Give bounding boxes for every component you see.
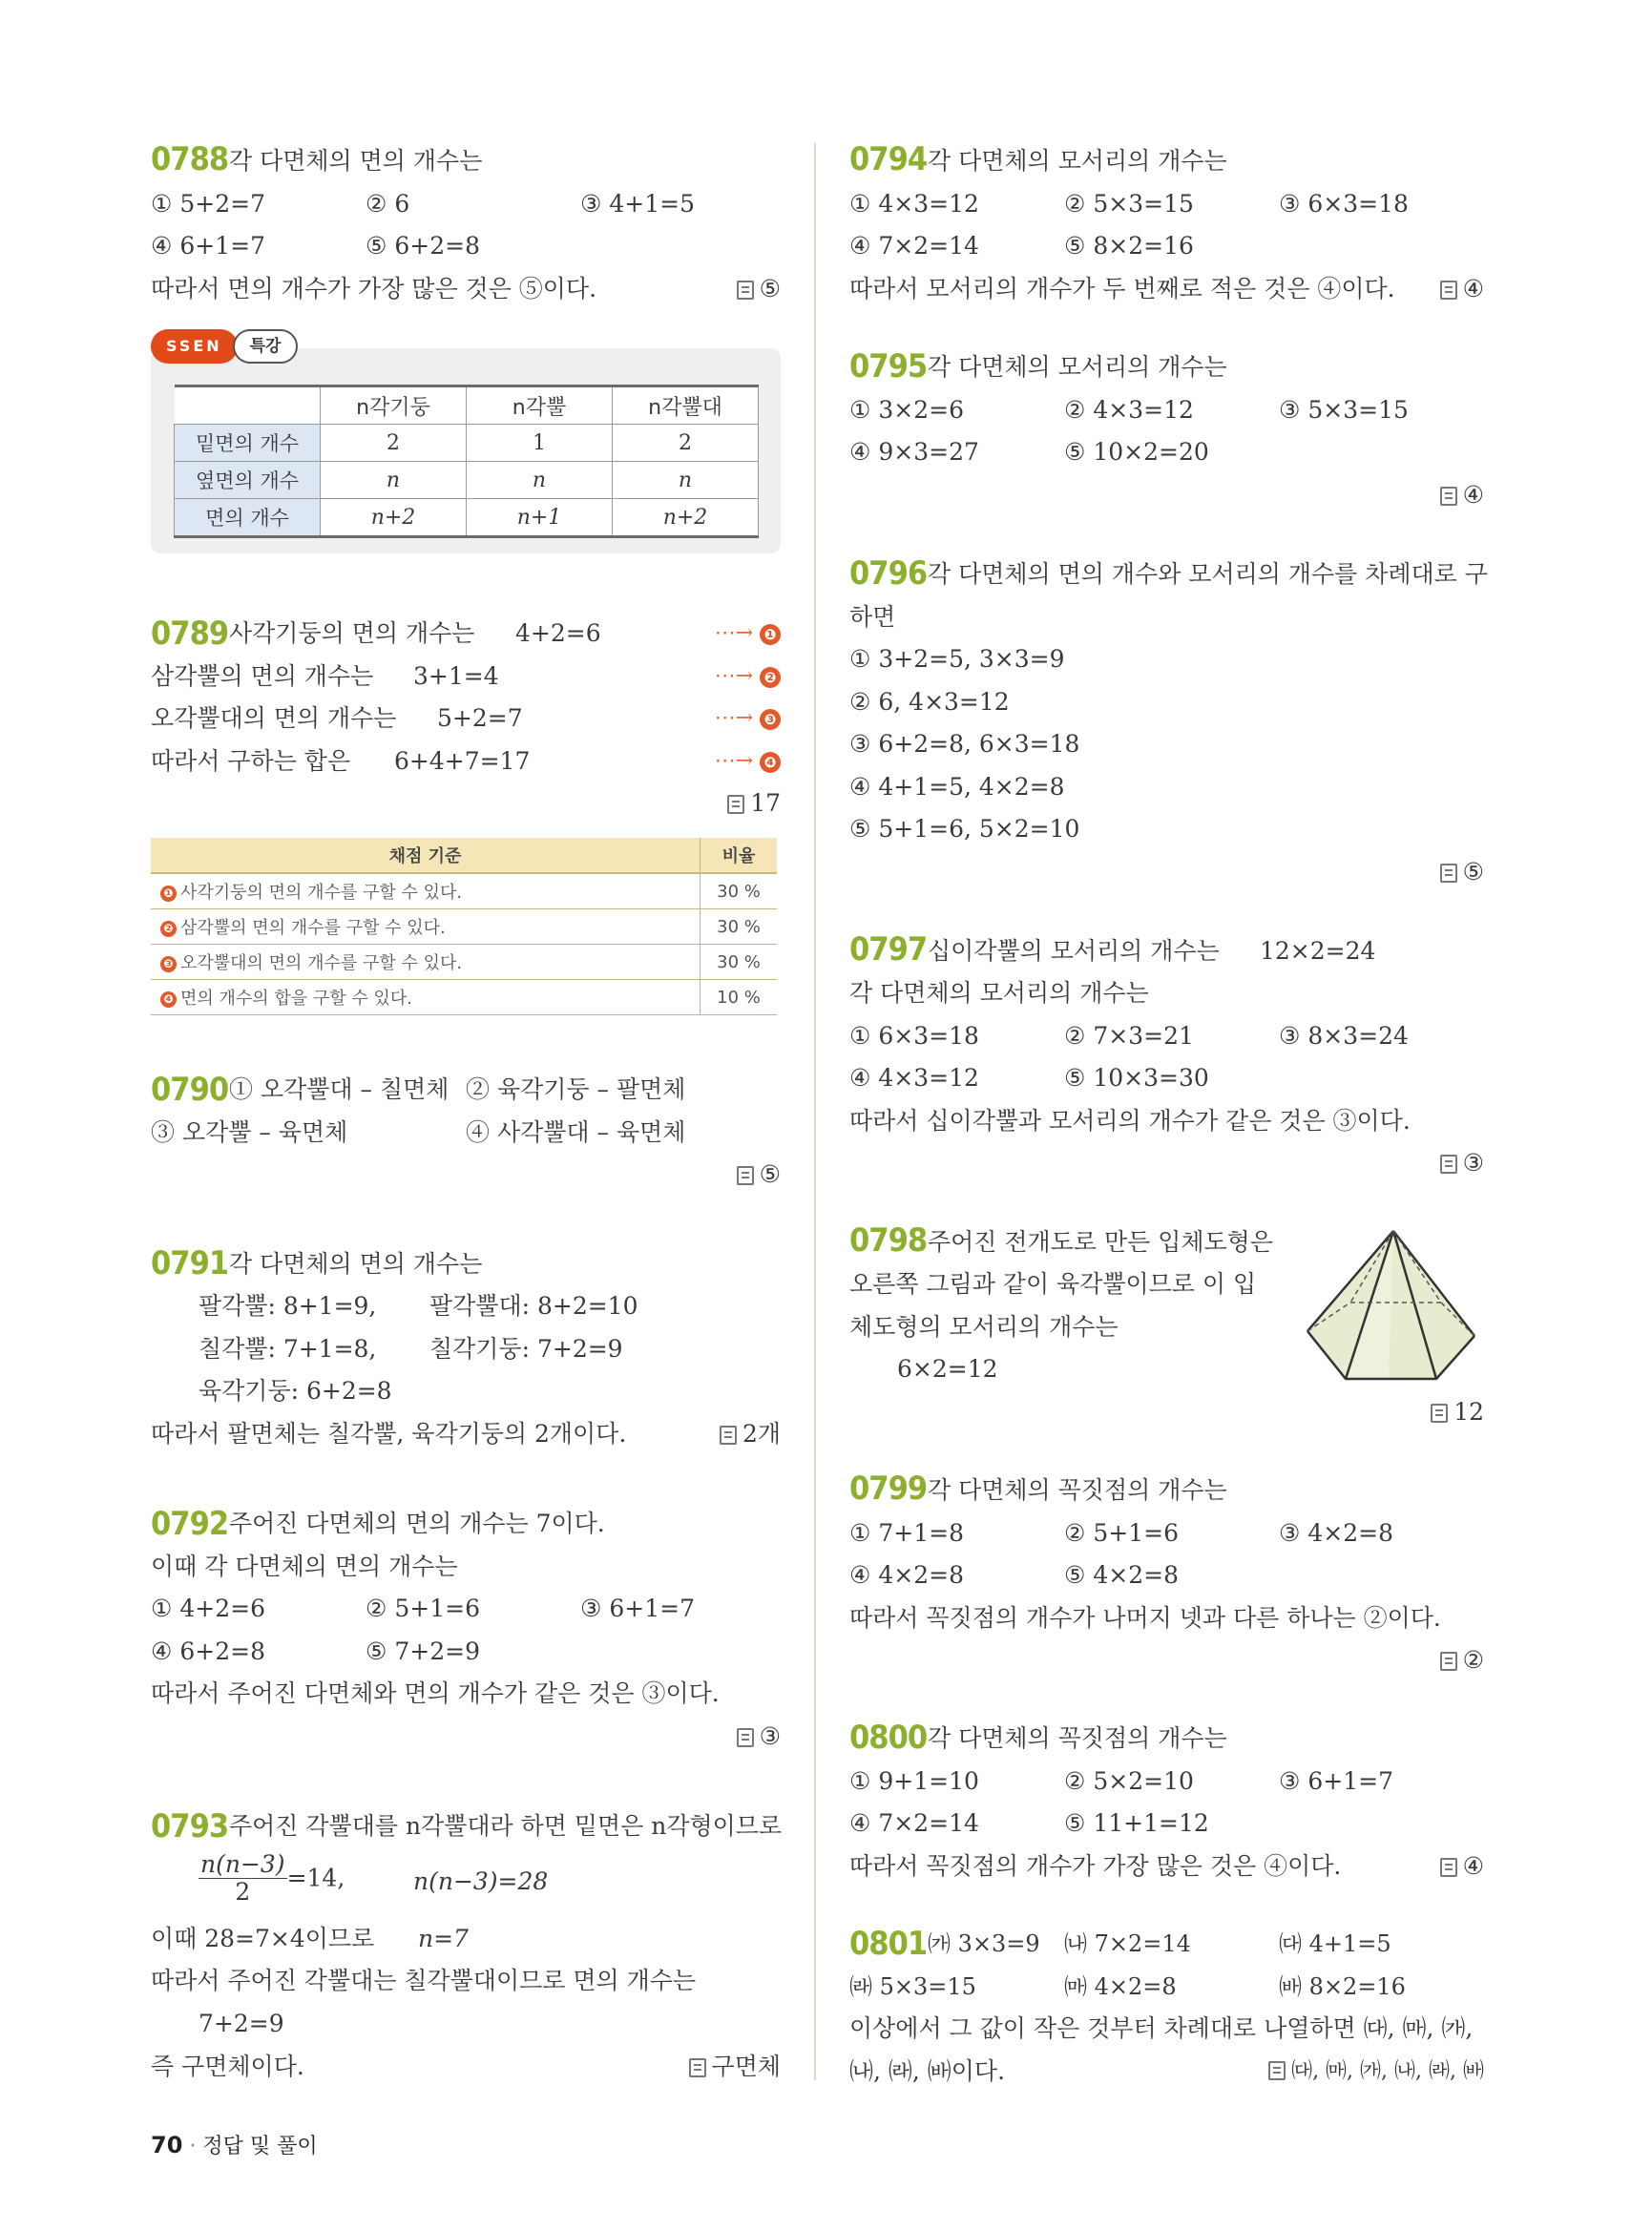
- equation: 5+2=7: [437, 704, 523, 732]
- solution-text: 따라서 주어진 각뿔대는 칠각뿔대이므로 면의 개수는: [151, 1967, 697, 1994]
- table-cell: 2: [321, 425, 467, 462]
- solution-text: 이때 28=7×4이므로: [151, 1925, 375, 1952]
- choice: ④ 4×2=8: [849, 1561, 964, 1589]
- numerator: n(n−3): [200, 1850, 285, 1878]
- choice: ① 7+1=8: [849, 1519, 964, 1547]
- equation: ㈑ 5×3=15: [849, 1973, 976, 2000]
- ssen-special-box: [151, 329, 781, 553]
- criterion-ratio: 30 %: [701, 945, 778, 980]
- table-cell: n+2: [613, 499, 759, 537]
- scoring-header: 채점 기준: [151, 838, 701, 873]
- answer-icon: [1440, 1155, 1457, 1174]
- equation: 6×2=12: [897, 1355, 998, 1383]
- answer: [720, 1418, 781, 1450]
- table-corner: [175, 386, 321, 425]
- conclusion: 따라서 팔면체는 칠각뿔, 육각기둥의 2개이다.: [151, 1420, 627, 1448]
- choice: ① 3+2=5, 3×3=9: [849, 645, 1065, 673]
- problem-number: 0799: [849, 1470, 928, 1508]
- problem-number: 0793: [151, 1807, 229, 1845]
- scoring-row: [151, 945, 777, 980]
- choice: ③ 5×3=15: [1279, 396, 1409, 424]
- choice: ② 5×3=15: [1064, 190, 1194, 218]
- equation: ㈏ 7×2=14: [1064, 1930, 1191, 1957]
- answer-icon: [689, 2058, 706, 2077]
- solution-text: 각 다면체의 꼭짓점의 개수는: [928, 1724, 1227, 1752]
- step-number: ❶: [760, 624, 781, 645]
- choice: ① 오각뿔대 – 칠면체: [229, 1075, 450, 1103]
- page-footer: [151, 2130, 318, 2159]
- answer-icon: [737, 281, 754, 300]
- solution-text: 오른쪽 그림과 같이 육각뿔이므로 이 입: [849, 1270, 1257, 1298]
- equation: 4+2=6: [515, 619, 601, 647]
- answer-value: ④: [1462, 275, 1484, 302]
- equation: 칠각뿔: 7+1=8,: [199, 1335, 377, 1363]
- answer-icon: [1268, 2061, 1286, 2080]
- table-cell: 2: [613, 425, 759, 462]
- solution-text: 각 다면체의 면의 개수는: [229, 147, 483, 175]
- fraction-equation: [199, 1851, 345, 1906]
- answer-icon: [1431, 1404, 1448, 1423]
- table-cell: n: [613, 462, 759, 499]
- criterion-ratio: 10 %: [701, 980, 778, 1015]
- answer-value: ㈐, ㈒, ㈎, ㈏, ㈑, ㈓: [1291, 2059, 1484, 2083]
- answer-value: ④: [1462, 481, 1484, 509]
- equation: ㈎ 3×3=9: [928, 1930, 1040, 1957]
- solution-text: 각 다면체의 모서리의 개수는: [928, 353, 1227, 381]
- problem-number: 0794: [849, 140, 928, 178]
- choice: ④ 6+2=8: [151, 1637, 265, 1665]
- equation: 3+1=4: [413, 662, 499, 690]
- answer: [737, 273, 781, 305]
- step-number: ❸: [760, 709, 781, 730]
- conclusion: 즉 구면체이다.: [151, 2053, 304, 2080]
- choice: ⑤ 8×2=16: [1064, 232, 1194, 260]
- choice: ② 6: [366, 190, 410, 218]
- choice: ② 5×2=10: [1064, 1767, 1194, 1795]
- step-number: ❹: [760, 752, 781, 773]
- choice: ⑤ 7+2=9: [366, 1637, 480, 1665]
- step-marker: ⋯→ ❸: [715, 702, 781, 735]
- equation: ㈒ 4×2=8: [1064, 1973, 1177, 2000]
- answer-value: 12: [1453, 1398, 1484, 1426]
- answer: [1440, 273, 1484, 305]
- choice: ④ 사각뿔대 – 육면체: [466, 1118, 686, 1146]
- choice: ① 3×2=6: [849, 396, 964, 424]
- conclusion: ㈏, ㈑, ㈓이다.: [849, 2057, 1006, 2085]
- ssen-tag: SSEN: [151, 329, 238, 364]
- answer-icon: [737, 1728, 754, 1747]
- conclusion: 따라서 모서리의 개수가 두 번째로 적은 것은 ④이다.: [849, 275, 1395, 302]
- solution-text: 삼각뿔의 면의 개수는: [151, 662, 374, 690]
- choice: ② 6, 4×3=12: [849, 688, 1010, 716]
- choice: ④ 6+1=7: [151, 232, 265, 260]
- solution-text: 각 다면체의 모서리의 개수는: [928, 147, 1227, 175]
- answer: [1440, 479, 1484, 511]
- table-cell: 1: [467, 425, 613, 462]
- equation: ㈓ 8×2=16: [1279, 1973, 1406, 2000]
- choice: ⑤ 10×2=20: [1064, 438, 1209, 466]
- criterion-text: 오각뿔대의 면의 개수를 구할 수 있다.: [180, 953, 463, 973]
- table-cell: n: [467, 462, 613, 499]
- solution-text: 각 다면체의 면의 개수와 모서리의 개수를 차례대로 구: [928, 560, 1488, 588]
- problem-number: 0797: [849, 930, 928, 969]
- step-marker: ⋯→ ❶: [715, 617, 781, 650]
- equation: 7+2=9: [199, 2010, 284, 2037]
- answer-icon: [727, 795, 744, 814]
- col-header: n각기둥: [321, 386, 467, 425]
- problem-number: 0800: [849, 1719, 928, 1757]
- criterion-ratio: 30 %: [701, 873, 778, 909]
- choice: ⑤ 4×2=8: [1064, 1561, 1179, 1589]
- hexagonal-pyramid-figure: [1303, 1226, 1484, 1384]
- criterion-marker: ❷: [160, 921, 177, 937]
- choice: ③ 4×2=8: [1279, 1519, 1393, 1547]
- footer-separator: ·: [189, 2135, 197, 2158]
- solution-text: 주어진 전개도로 만든 입체도형은: [928, 1228, 1273, 1256]
- choice: ① 4×3=12: [849, 190, 979, 218]
- choice: ⑤ 10×3=30: [1064, 1064, 1209, 1092]
- equation: 팔각뿔: 8+1=9,: [199, 1292, 377, 1320]
- equation: 칠각기둥: 7+2=9: [429, 1335, 623, 1363]
- equation: 팔각뿔대: 8+2=10: [429, 1292, 638, 1320]
- problem-number: 0795: [849, 347, 928, 386]
- equation: 육각기둥: 6+2=8: [199, 1377, 392, 1405]
- row-header: 밑면의 개수: [175, 425, 321, 462]
- choice: ③ 6+1=7: [580, 1595, 695, 1622]
- choice: ② 5+1=6: [366, 1595, 480, 1622]
- choice: ② 5+1=6: [1064, 1519, 1179, 1547]
- answer-value: 17: [750, 789, 781, 817]
- solution-text: 각 다면체의 꼭짓점의 개수는: [928, 1476, 1227, 1504]
- problem-number: 0798: [849, 1221, 928, 1260]
- choice: ③ 8×3=24: [1279, 1022, 1409, 1050]
- choice: ③ 4+1=5: [580, 190, 695, 218]
- equation-part: =14,: [286, 1864, 345, 1892]
- solution-text: 각 다면체의 모서리의 개수는: [849, 979, 1149, 1007]
- scoring-row: [151, 909, 777, 945]
- problem-number: 0788: [151, 140, 229, 178]
- solution-text: 이상에서 그 값이 작은 것부터 차례대로 나열하면 ㈐, ㈒, ㈎,: [849, 2014, 1474, 2042]
- answer-value: ④: [1462, 1852, 1484, 1880]
- scoring-row: [151, 980, 777, 1015]
- equation: ㈐ 4+1=5: [1279, 1930, 1391, 1957]
- choice: ③ 6×3=18: [1279, 190, 1409, 218]
- choice: ⑤ 5+1=6, 5×2=10: [849, 815, 1080, 843]
- answer-value: ⑤: [759, 275, 781, 302]
- criterion-ratio: 30 %: [701, 909, 778, 945]
- problem-number: 0796: [849, 554, 928, 593]
- answer-value: ⑤: [759, 1160, 781, 1188]
- answer-icon: [737, 1166, 754, 1185]
- choice: ⑤ 6+2=8: [366, 232, 480, 260]
- step-marker: ⋯→ ❷: [715, 660, 781, 693]
- criterion-marker: ❶: [160, 886, 177, 902]
- conclusion: 따라서 면의 개수가 가장 많은 것은 ⑤이다.: [151, 275, 597, 302]
- step-number: ❷: [760, 667, 781, 688]
- criterion-marker: ❹: [160, 991, 177, 1008]
- footer-title: 정답 및 풀이: [202, 2135, 318, 2158]
- col-header: n각뿔대: [613, 386, 759, 425]
- conclusion: 따라서 십이각뿔과 모서리의 개수가 같은 것은 ③이다.: [849, 1107, 1411, 1135]
- answer-icon: [1440, 281, 1457, 300]
- answer: [1431, 1396, 1484, 1428]
- answer: [1440, 1147, 1484, 1179]
- equation: 6+4+7=17: [394, 747, 531, 775]
- table-cell: n+2: [321, 499, 467, 537]
- problem-number: 0789: [151, 615, 229, 653]
- conclusion: 따라서 꼭짓점의 개수가 가장 많은 것은 ④이다.: [849, 1852, 1342, 1880]
- choice: ① 4+2=6: [151, 1595, 265, 1622]
- answer-value: 2개: [742, 1420, 781, 1448]
- scoring-header: 비율: [701, 838, 778, 873]
- choice: ③ 6+1=7: [1279, 1767, 1393, 1795]
- solution-text: 따라서 구하는 합은: [151, 747, 351, 775]
- answer-value: ③: [759, 1722, 781, 1750]
- solution-text: 십이각뿔의 모서리의 개수는: [928, 937, 1220, 965]
- problem-number: 0790: [151, 1071, 229, 1109]
- choice: ① 6×3=18: [849, 1022, 979, 1050]
- step-marker: ⋯→ ❹: [715, 745, 781, 778]
- answer-value: 구면체: [711, 2053, 781, 2080]
- table-cell: n+1: [467, 499, 613, 537]
- scoring-table: [151, 838, 777, 1015]
- page-number: 70: [151, 2132, 183, 2158]
- table-cell: n: [321, 462, 467, 499]
- scoring-row: [151, 873, 777, 909]
- answer-icon: [1440, 487, 1457, 506]
- answer: [1440, 856, 1484, 888]
- answer: [689, 2051, 781, 2083]
- choice: ① 5+2=7: [151, 190, 265, 218]
- problem-number: 0792: [151, 1505, 229, 1543]
- equation: n(n−3)=28: [413, 1867, 549, 1895]
- criterion-text: 삼각뿔의 면의 개수를 구할 수 있다.: [180, 918, 446, 938]
- answer-value: ③: [1462, 1149, 1484, 1177]
- solution-text: 주어진 다면체의 면의 개수는 7이다.: [229, 1510, 605, 1537]
- equation: 12×2=24: [1260, 937, 1376, 965]
- choice: ③ 오각뿔 – 육면체: [151, 1118, 348, 1146]
- choice: ① 9+1=10: [849, 1767, 979, 1795]
- choice: ② 4×3=12: [1064, 396, 1194, 424]
- conclusion: 따라서 꼭짓점의 개수가 나머지 넷과 다른 하나는 ②이다.: [849, 1604, 1441, 1632]
- conclusion: 따라서 주어진 다면체와 면의 개수가 같은 것은 ③이다.: [151, 1679, 720, 1707]
- choice: ④ 9×3=27: [849, 438, 979, 466]
- choice: ④ 4×3=12: [849, 1064, 979, 1092]
- polyhedron-table: [174, 385, 759, 538]
- answer: [1440, 1850, 1484, 1883]
- answer: [737, 1720, 781, 1753]
- answer: [737, 1158, 781, 1191]
- choice: ③ 6+2=8, 6×3=18: [849, 730, 1080, 758]
- answer-icon: [1440, 864, 1457, 883]
- row-header: 면의 개수: [175, 499, 321, 537]
- criterion-marker: ❸: [160, 956, 177, 972]
- fraction: [199, 1851, 287, 1906]
- column-divider: [814, 143, 816, 2080]
- answer-icon: [1440, 1858, 1457, 1877]
- answer-value: ⑤: [1462, 858, 1484, 886]
- answer: [1268, 2055, 1484, 2088]
- answer-value: ②: [1462, 1646, 1484, 1674]
- choice: ④ 7×2=14: [849, 232, 979, 260]
- equation: n=7: [418, 1925, 469, 1952]
- special-tag: 특강: [233, 329, 298, 364]
- criterion-text: 사각기둥의 면의 개수를 구할 수 있다.: [180, 883, 463, 903]
- answer-icon: [720, 1426, 737, 1445]
- answer: [1440, 1644, 1484, 1677]
- solution-text: 하면: [849, 603, 896, 631]
- solution-text: 사각기둥의 면의 개수는: [229, 619, 475, 647]
- choice: ④ 4+1=5, 4×2=8: [849, 773, 1065, 801]
- denominator: 2: [235, 1878, 251, 1906]
- solution-text: 오각뿔대의 면의 개수는: [151, 704, 397, 732]
- col-header: n각뿔: [467, 386, 613, 425]
- answer-icon: [1440, 1652, 1457, 1671]
- solution-text: 체도형의 모서리의 개수는: [849, 1313, 1119, 1341]
- choice: ② 7×3=21: [1064, 1022, 1194, 1050]
- row-header: 옆면의 개수: [175, 462, 321, 499]
- problem-number: 0791: [151, 1244, 229, 1282]
- solution-text: 각 다면체의 면의 개수는: [229, 1250, 483, 1278]
- answer: [727, 787, 781, 820]
- solution-text: 주어진 각뿔대를 n각뿔대라 하면 밑면은 n각형이므로: [229, 1812, 783, 1840]
- problem-number: 0801: [849, 1925, 928, 1963]
- choice: ⑤ 11+1=12: [1064, 1809, 1209, 1837]
- choice: ② 육각기둥 – 팔면체: [466, 1075, 686, 1103]
- solution-text: 이때 각 다면체의 면의 개수는: [151, 1553, 458, 1580]
- choice: ④ 7×2=14: [849, 1809, 979, 1837]
- criterion-text: 면의 개수의 합을 구할 수 있다.: [180, 989, 412, 1009]
